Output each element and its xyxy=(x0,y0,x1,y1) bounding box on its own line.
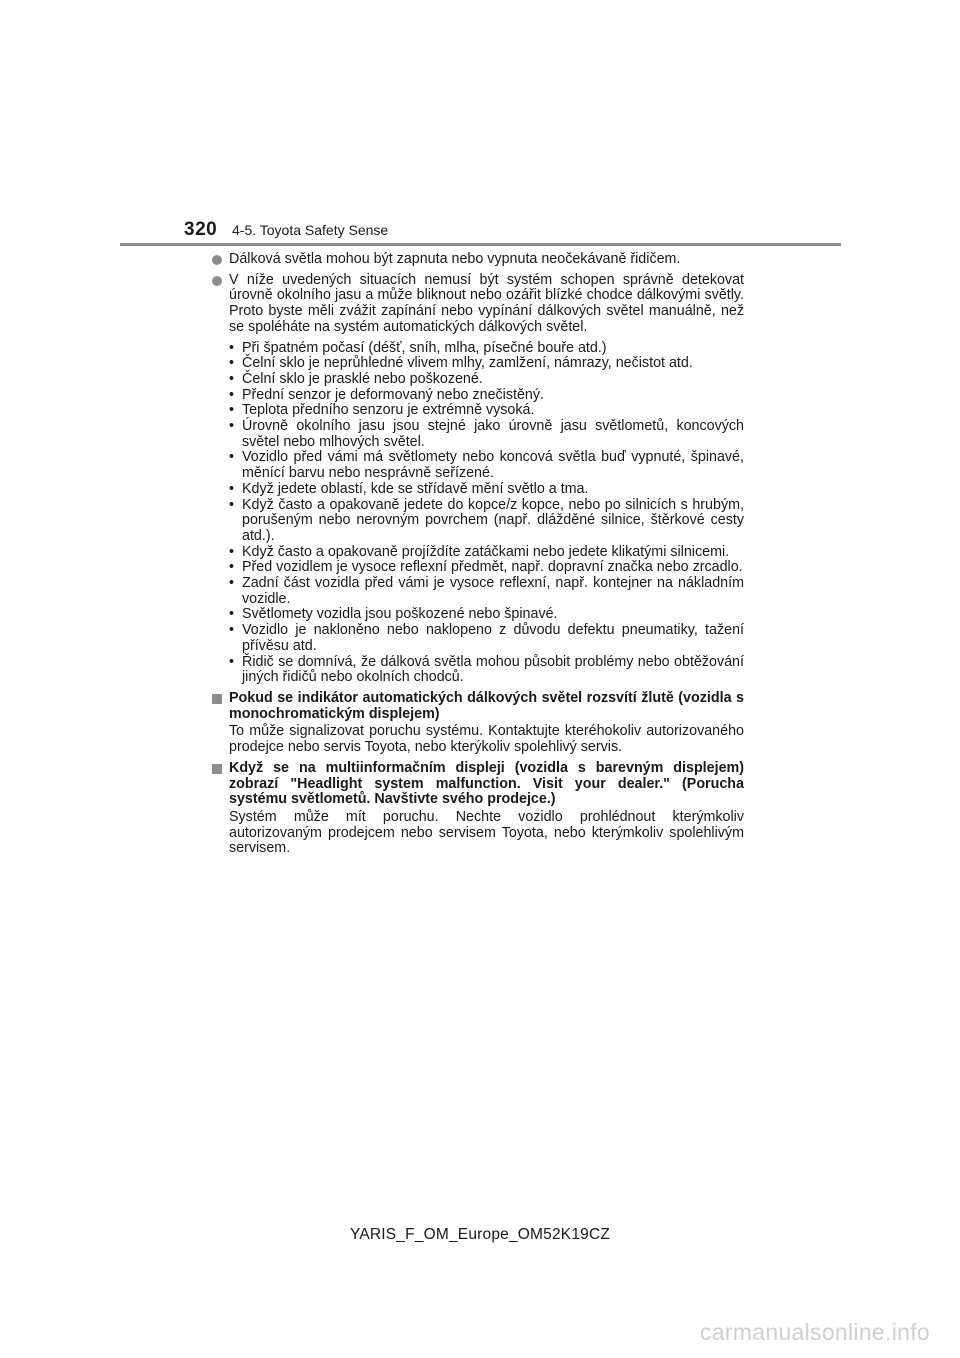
list-item-text: Před vozidlem je vysoce reflexní předmět, např. dopravní značka nebo zrcadlo. xyxy=(242,559,743,576)
list-item xyxy=(229,419,744,450)
bullet-icon: • xyxy=(229,449,235,466)
list-item xyxy=(229,482,744,498)
list-item-text: Když často a opakovaně jedete do kopce/z kopce, nebo po silnicích s hrubým, porušeným nebo nerovným povrchem (např. dlážděné silnice, štěrkové cesty atd.). xyxy=(242,496,744,544)
note-heading xyxy=(212,761,744,808)
note-section xyxy=(212,761,744,857)
list-item-text: Teplota předního senzoru je extrémně vysoká. xyxy=(242,402,535,419)
bullet-icon: • xyxy=(229,496,235,513)
bullet-icon: • xyxy=(229,559,235,576)
page-number: 320 xyxy=(184,219,218,240)
list-item xyxy=(229,341,744,357)
round-bullet-icon xyxy=(212,255,222,265)
list-item-text: Úrovně okolního jasu jsou stejné jako úrovně jasu světlometů, koncových světel nebo mlhových světel. xyxy=(242,418,744,450)
dot-item-text: Dálková světla mohou být zapnuta nebo vypnuta neočekávaně řidičem. xyxy=(229,251,681,267)
list-item-text: Vozidlo před vámi má světlomety nebo koncová světla buď vypnuté, špinavé, měnící barvu nebo nesprávně seřízené. xyxy=(242,449,744,482)
bullet-icon: • xyxy=(229,418,235,435)
note-section xyxy=(212,691,744,756)
list-item-text: Řidič se domnívá, že dálková světla mohou působit problémy nebo obtěžování jiných řidičů nebo okolních chodců. xyxy=(242,653,744,686)
section-title: 4-5. Toyota Safety Sense xyxy=(232,222,389,238)
page-content xyxy=(212,252,744,857)
list-item xyxy=(229,576,744,607)
list-item-text: Zadní část vozidla před vámi je vysoce reflexní, např. kontejner na nákladním vozidle. xyxy=(242,575,744,607)
note-heading xyxy=(212,691,744,722)
bullet-icon: • xyxy=(229,622,235,639)
dot-item xyxy=(212,252,744,268)
list-item xyxy=(229,498,744,545)
bullet-icon: • xyxy=(229,355,235,372)
list-item xyxy=(229,545,744,561)
bullet-icon: • xyxy=(229,370,235,387)
list-item xyxy=(229,655,744,686)
bullet-icon: • xyxy=(229,653,235,670)
square-bullet-icon xyxy=(212,694,222,704)
list-item xyxy=(229,607,744,623)
note-body: Systém může mít poruchu. Nechte vozidlo prohlédnout kterýmkoliv autorizovaným prodejcem nebo servisem Toyota, nebo kterýmkoliv spolehlivým servisem. xyxy=(229,808,744,857)
note-heading-text: Pokud se indikátor automatických dálkových světel rozsvítí žlutě (vozidla s monochromatickým displejem) xyxy=(229,689,744,722)
condition-list xyxy=(229,341,744,686)
list-item-text: Světlomety vozidla jsou poškozené nebo špinavé. xyxy=(242,606,558,623)
list-item xyxy=(229,388,744,404)
bullet-icon: • xyxy=(229,386,235,403)
watermark: carmanualsonline.info xyxy=(699,1319,930,1345)
list-item-text: Přední senzor je deformovaný nebo znečistěný. xyxy=(242,386,544,403)
note-heading-text: Když se na multiinformačním displeji (vozidla s barevným displejem) zobrazí "Headlight system malfunction. Visit your dealer." (Porucha systému světlometů. Navštivte svého prodejce.) xyxy=(229,759,744,808)
list-item-text: Při špatném počasí (déšť, sníh, mlha, písečné bouře atd.) xyxy=(242,339,607,356)
list-item xyxy=(229,560,744,576)
square-bullet-icon xyxy=(212,764,222,774)
list-item xyxy=(229,372,744,388)
bullet-icon: • xyxy=(229,543,235,560)
list-item-text: Čelní sklo je prasklé nebo poškozené. xyxy=(242,370,483,387)
list-item-text: Čelní sklo je neprůhledné vlivem mlhy, zamlžení, námrazy, nečistot atd. xyxy=(242,355,693,372)
header-divider xyxy=(120,243,841,246)
list-item xyxy=(229,403,744,419)
list-item xyxy=(229,450,744,481)
dot-item-text: V níže uvedených situacích nemusí být systém schopen správně detekovat úrovně okolního jasu a může bliknout nebo ozářit blízké chodce dálkovými světly. Proto byste měli zvážit zapínání nebo vypínání dálkových světel manuálně, než se spoléháte na systém automatických dálkových světel. xyxy=(229,271,744,335)
bullet-icon: • xyxy=(229,575,235,592)
list-item xyxy=(229,356,744,372)
bullet-icon: • xyxy=(229,339,235,356)
list-item-text: Když jedete oblastí, kde se střídavě mění světlo a tma. xyxy=(242,480,589,497)
bullet-icon: • xyxy=(229,606,235,623)
dot-item xyxy=(212,273,744,336)
bullet-icon: • xyxy=(229,480,235,497)
list-item-text: Vozidlo je nakloněno nebo naklopeno z důvodu defektu pneumatiky, tažení přívěsu atd. xyxy=(242,622,744,654)
note-body: To může signalizovat poruchu systému. Kontaktujte kteréhokoliv autorizovaného prodejce nebo servis Toyota, nebo kterýkoliv spolehlivý servis. xyxy=(229,723,744,756)
round-bullet-icon xyxy=(212,276,222,286)
bullet-icon: • xyxy=(229,402,235,419)
footer-code: YARIS_F_OM_Europe_OM52K19CZ xyxy=(349,1226,611,1243)
list-item xyxy=(229,623,744,654)
list-item-text: Když často a opakovaně projíždíte zatáčkami nebo jedete klikatými silnicemi. xyxy=(242,543,730,560)
